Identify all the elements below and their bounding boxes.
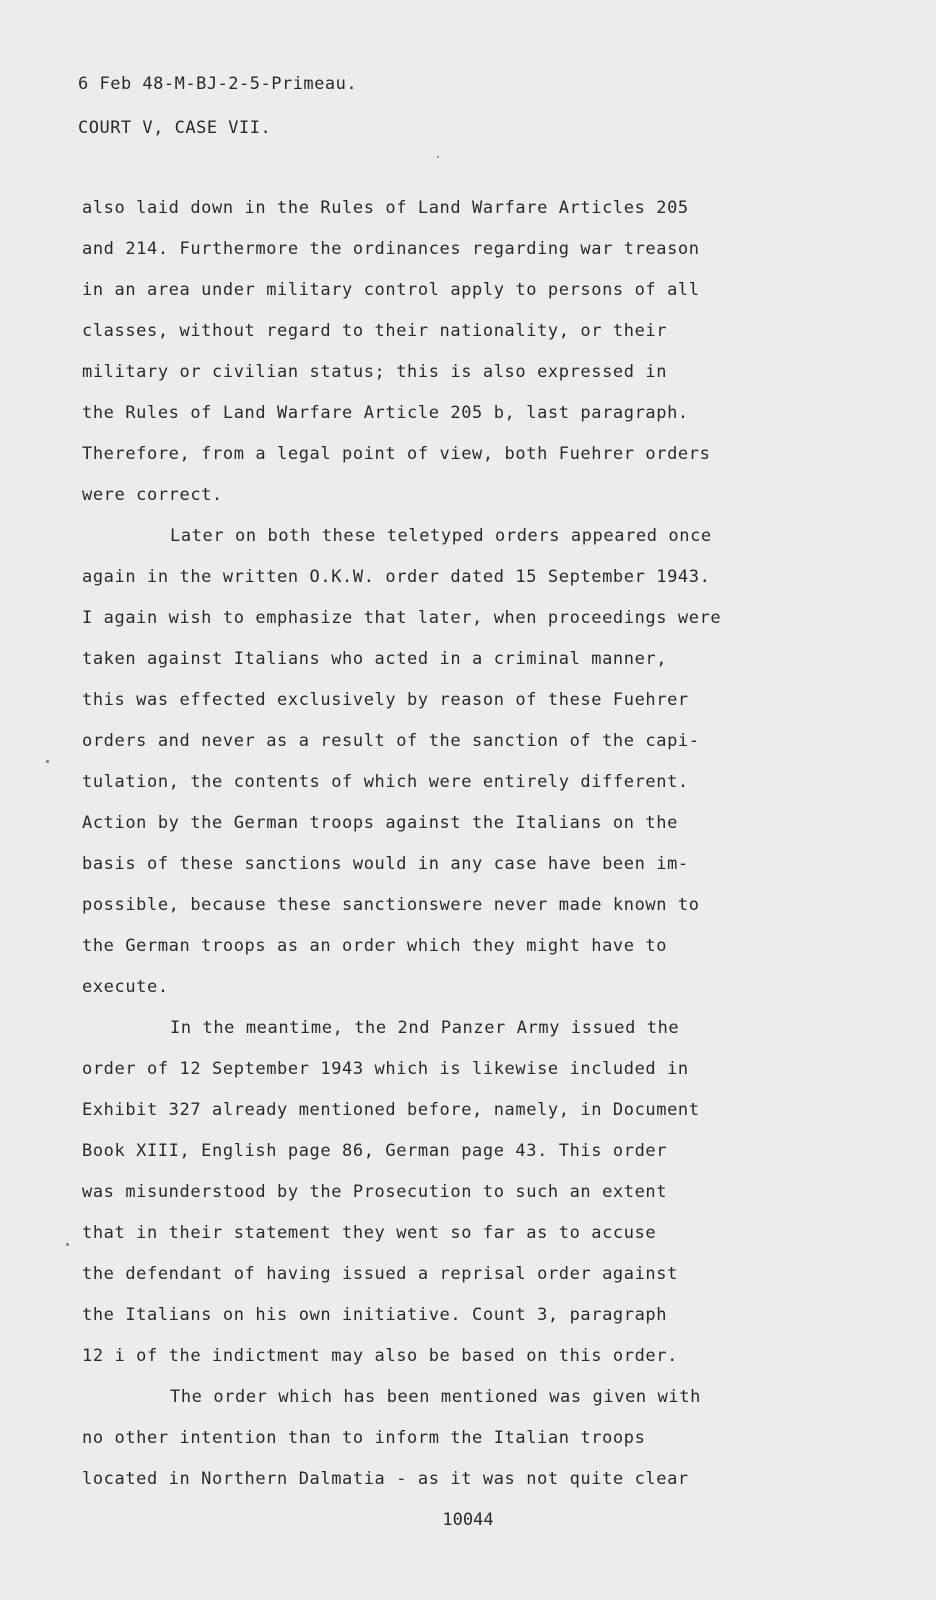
header-reference: 6 Feb 48-M-BJ-2-5-Primeau. (78, 74, 358, 94)
text-line: military or civilian status; this is also expressed in (82, 362, 668, 382)
text-line: no other intention than to inform the Italian troops (82, 1428, 646, 1448)
text-line: the German troops as an order which they might have to (82, 936, 668, 956)
text-line: the Rules of Land Warfare Article 205 b, last paragraph. (82, 403, 689, 423)
text-line: possible, because these sanctionswere never made known to (82, 895, 700, 915)
text-line: order of 12 September 1943 which is likewise included in (82, 1059, 689, 1079)
text-line: tulation, the contents of which were entirely different. (82, 772, 689, 792)
text-line: Exhibit 327 already mentioned before, namely, in Document (82, 1100, 700, 1120)
text-line: again in the written O.K.W. order dated 15 September 1943. (82, 567, 711, 587)
text-line: this was effected exclusively by reason of these Fuehrer (82, 690, 689, 710)
text-line: the Italians on his own initiative. Count 3, paragraph (82, 1305, 668, 1325)
text-line: Action by the German troops against the Italians on the (82, 813, 678, 833)
text-line: that in their statement they went so far as to accuse (82, 1223, 657, 1243)
text-line: orders and never as a result of the sanction of the capi- (82, 731, 700, 751)
paragraph-start-line: Later on both these teletyped orders appeared once (170, 526, 712, 546)
text-line: was misunderstood by the Prosecution to such an extent (82, 1182, 668, 1202)
text-line: classes, without regard to their nationality, or their (82, 321, 668, 341)
text-line: I again wish to emphasize that later, when proceedings were (82, 608, 722, 628)
paper-speck (66, 1243, 69, 1246)
text-line: 12 i of the indictment may also be based on this order. (82, 1346, 678, 1366)
text-line: were correct. (82, 485, 223, 505)
paper-speck (437, 156, 439, 158)
text-line: Book XIII, English page 86, German page 43. This order (82, 1141, 668, 1161)
header-court-case: COURT V, CASE VII. (78, 118, 272, 138)
body-text (82, 196, 822, 1508)
paper-speck (46, 760, 49, 763)
text-line: taken against Italians who acted in a criminal manner, (82, 649, 668, 669)
text-line: the defendant of having issued a reprisal order against (82, 1264, 678, 1284)
paragraph-start-line: In the meantime, the 2nd Panzer Army issued the (170, 1018, 680, 1038)
text-line: basis of these sanctions would in any case have been im- (82, 854, 689, 874)
page-number: 10044 (442, 1510, 494, 1530)
text-line: located in Northern Dalmatia - as it was not quite clear (82, 1469, 689, 1489)
text-line: Therefore, from a legal point of view, both Fuehrer orders (82, 444, 711, 464)
text-line: execute. (82, 977, 169, 997)
paragraph-start-line: The order which has been mentioned was given with (170, 1387, 701, 1407)
text-line: also laid down in the Rules of Land Warfare Articles 205 (82, 198, 689, 218)
text-line: in an area under military control apply to persons of all (82, 280, 700, 300)
text-line: and 214. Furthermore the ordinances regarding war treason (82, 239, 700, 259)
